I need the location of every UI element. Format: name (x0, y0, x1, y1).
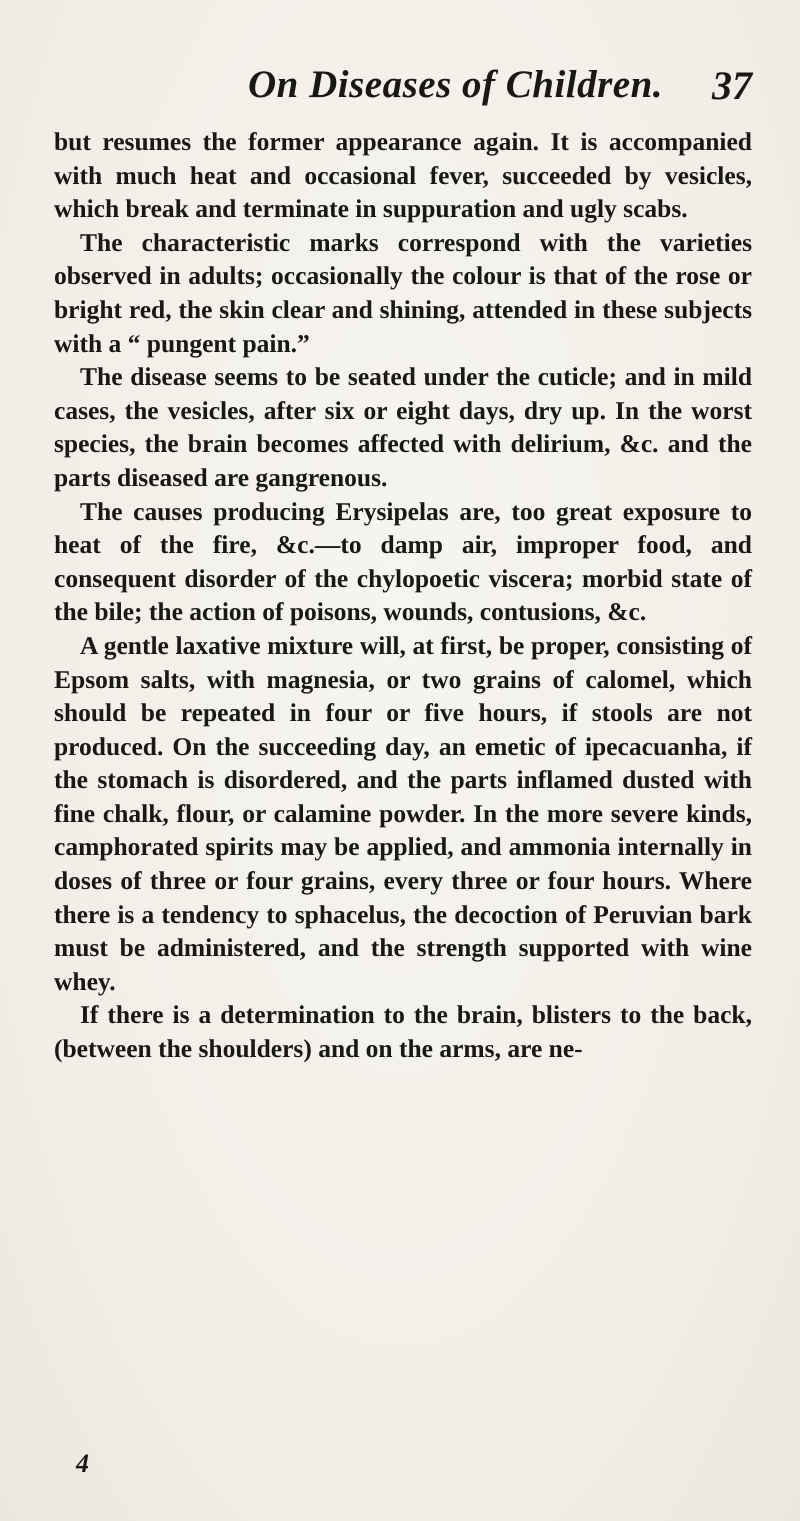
body-text (54, 125, 752, 1066)
paragraph: but resumes the former appearance again. It is accompanied with much heat and occasional fever, succeeded by vesicles, which break and terminate in suppuration and ugly scabs. (54, 127, 752, 224)
paragraph: A gentle laxative mixture will, at first, be proper, consisting of Epsom salts, with magnesia, or two grains of calomel, which should be repeated in four or five hours, if stools are not produced. On the succeeding day, an emetic of ipecacuanha, if the stomach is disordered, and the parts inflamed dusted with fine chalk, flour, or calamine powder. In the more severe kinds, camphorated spirits may be applied, and ammonia internally in doses of three or four grains, every three or four hours. Where there is a tendency to sphacelus, the decoction of Peruvian bark must be administered, and the strength supported with wine whey. (54, 630, 752, 996)
paragraph: The disease seems to be seated under the cuticle; and in mild cases, the vesicles, after six or eight days, dry up. In the worst species, the brain becomes affected with delirium, &c. and the parts diseased are gangrenous. (54, 362, 752, 492)
running-title: On Diseases of Children. (248, 63, 664, 106)
paragraph: The causes producing Erysipelas are, too great exposure to heat of the fire, &c.—to damp air, improper food, and consequent disorder of the chylopoetic viscera; morbid state of the bile; the action of poisons, wounds, contusions, &c. (54, 496, 752, 627)
paragraph: The characteristic marks correspond with the varieties observed in adults; occasionally the colour is that of the rose or bright red, the skin clear and shining, attended in these subjects with a “ pungent pain.” (54, 227, 752, 358)
page-number: 37 (712, 63, 752, 108)
signature-mark: 4 (76, 1449, 89, 1478)
paragraph: If there is a determination to the brain, blisters to the back, (between the shoulders) and on the arms, are ne- (54, 1000, 752, 1064)
page-header (0, 62, 800, 122)
